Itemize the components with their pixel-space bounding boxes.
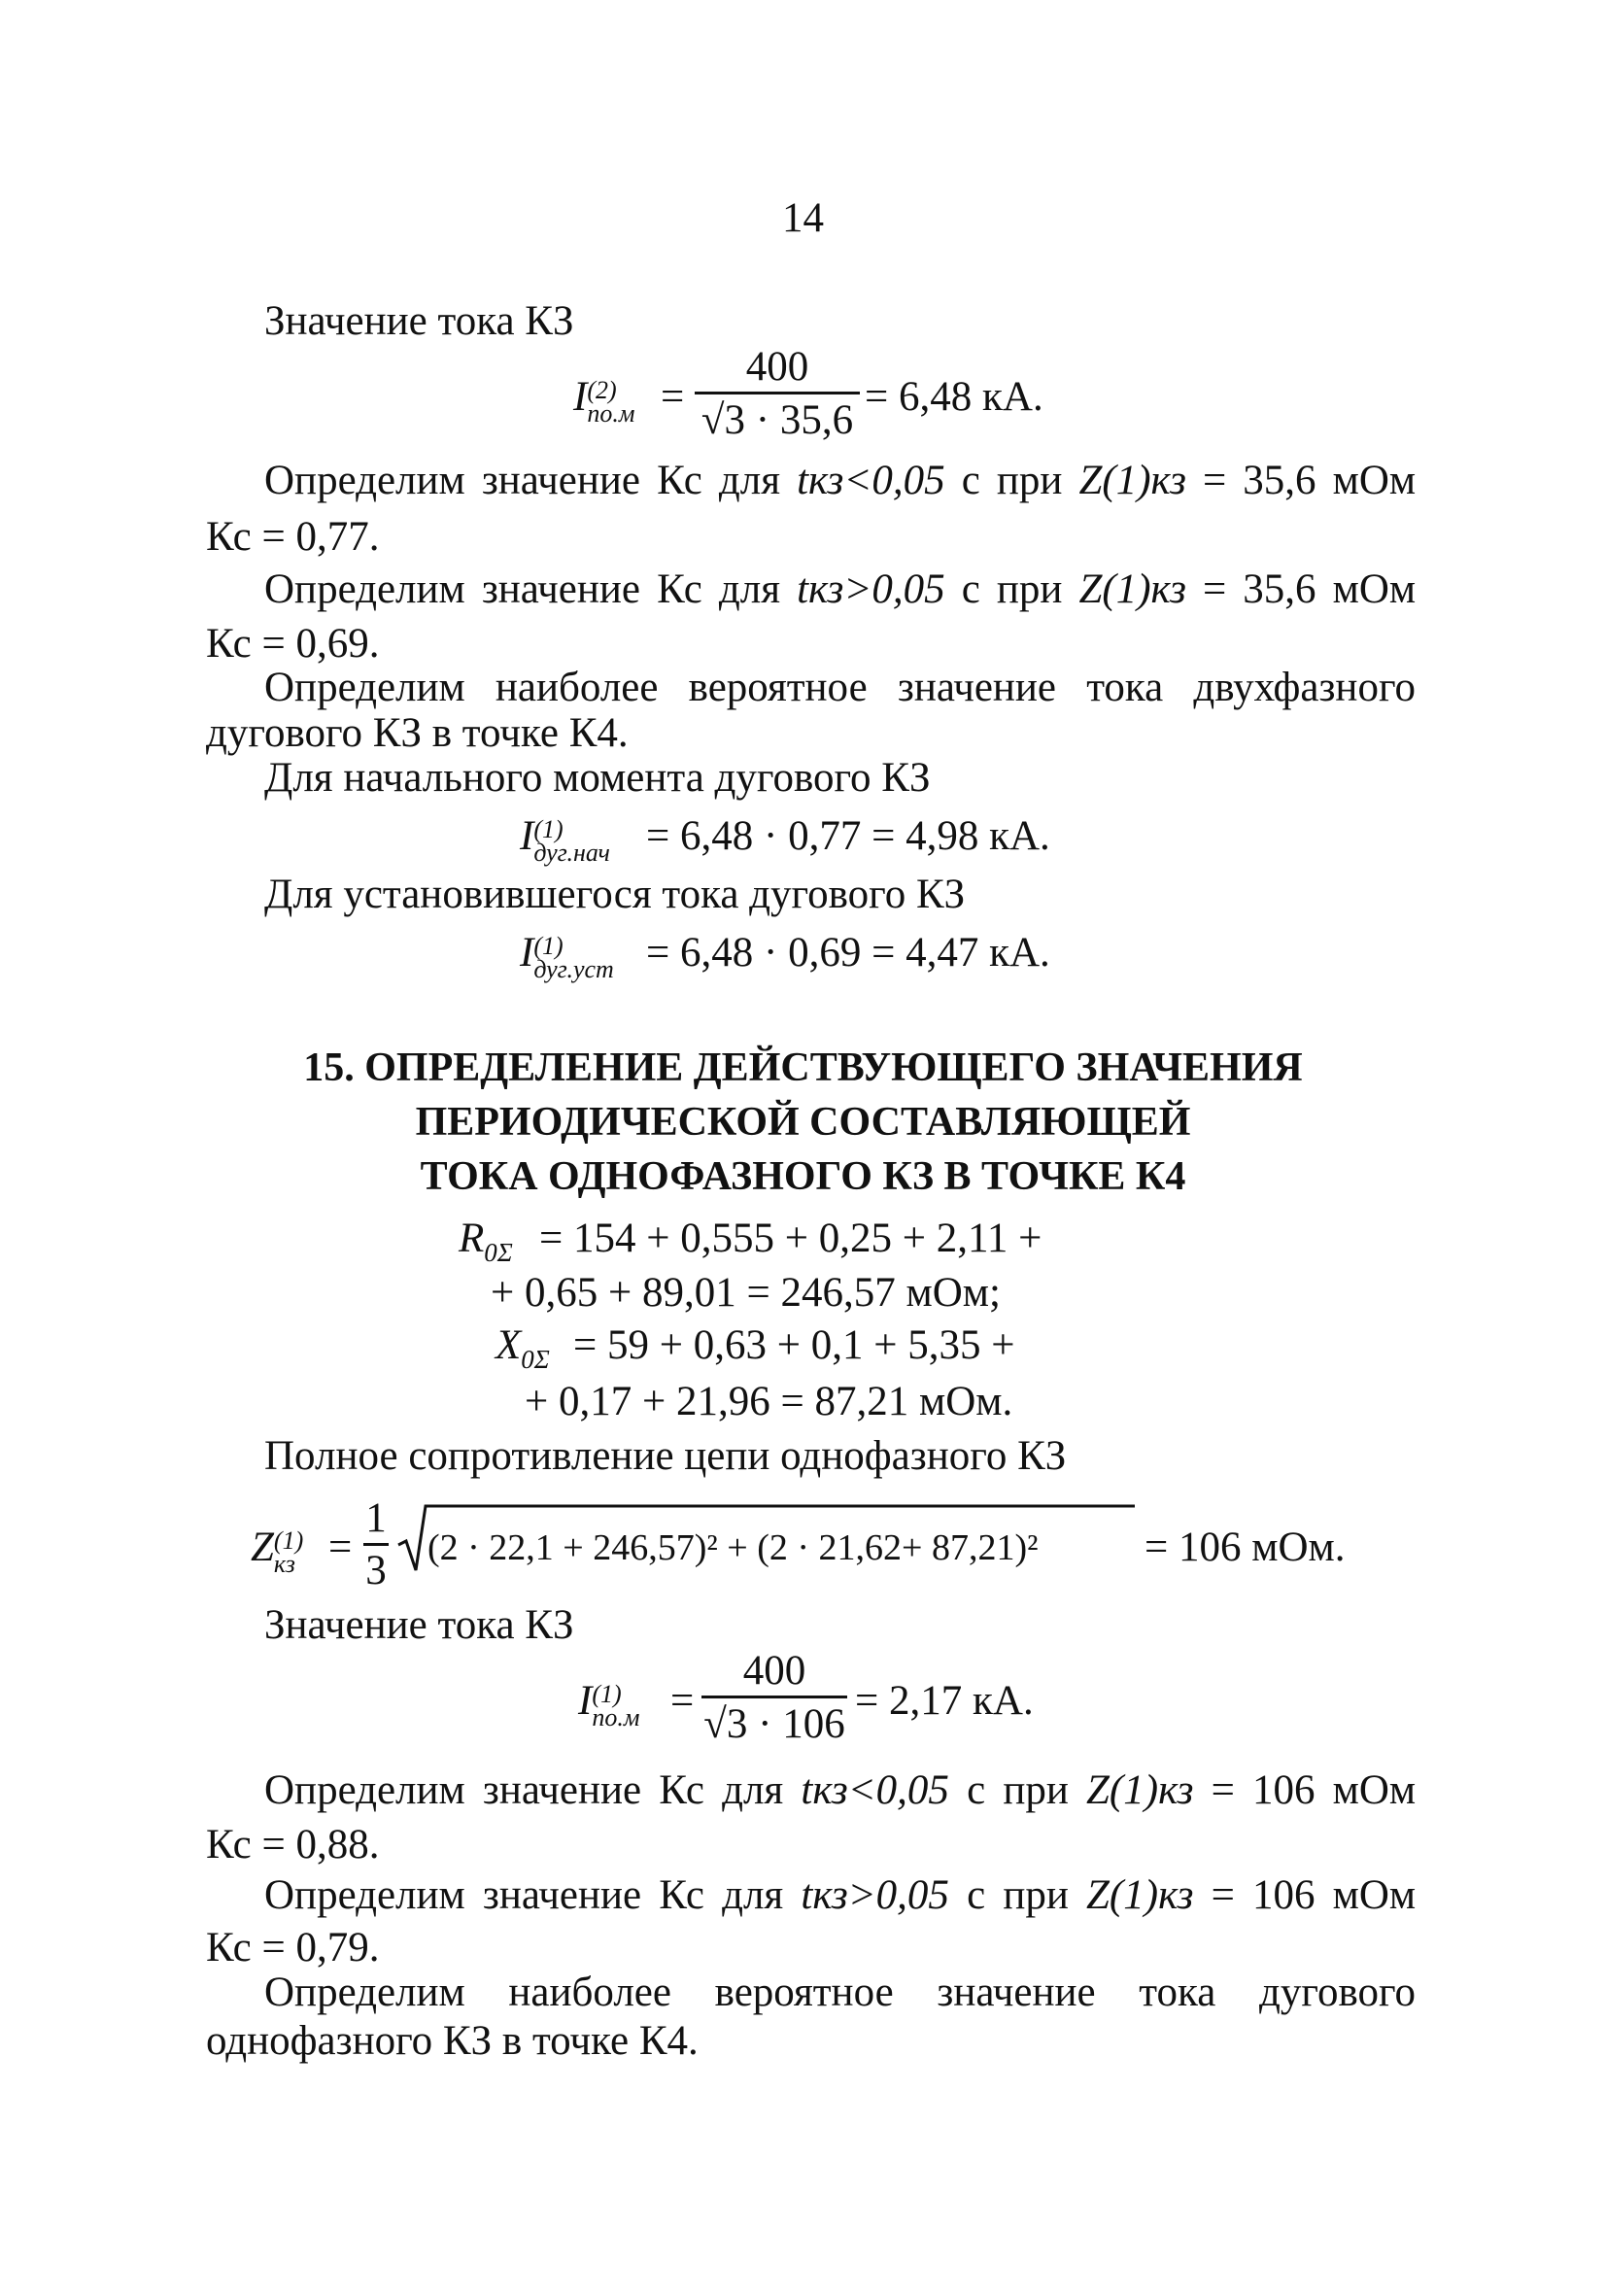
fraction-denominator: 3 — [365, 1548, 387, 1593]
formula-line: + 0,17 + 21,96 = 87,21 мОм. — [525, 1379, 1013, 1424]
formula-line: + 0,65 + 89,01 = 246,57 мОм; — [491, 1270, 1001, 1316]
text-line-justified: Определим значение Кс для tкз>0,05 с при Z(1)кз = 35,6 мОм — [264, 566, 1417, 612]
text-line: Кс = 0,79. — [206, 1925, 380, 1970]
text-line: Значение тока КЗ — [264, 1602, 574, 1648]
fraction-numerator: 1 — [365, 1495, 387, 1541]
text-line-justified: Определим наиболее вероятное значение тока двухфазного — [264, 665, 1417, 710]
section-heading-line: 15. ОПРЕДЕЛЕНИЕ ДЕЙСТВУЮЩЕГО ЗНАЧЕНИЯ — [303, 1045, 1303, 1090]
formula-lhs: Z (1) кз — [251, 1525, 304, 1578]
formula-lhs: I (1) дуг.уст — [520, 930, 614, 983]
fraction-bar — [363, 1543, 389, 1546]
text-line-justified: Определим значение Кс для tкз<0,05 с при Z(1)кз = 106 мОм — [264, 1767, 1417, 1813]
fraction-bar — [695, 392, 860, 394]
equals-sign: = — [328, 1525, 353, 1570]
formula-rhs: = 106 мОм. — [1145, 1525, 1346, 1570]
formula-line: = 154 + 0,555 + 0,25 + 2,11 + — [539, 1216, 1042, 1261]
fraction-denominator: √3 · 106 — [703, 1701, 845, 1747]
formula-lhs: I (2) по.м — [573, 374, 635, 428]
text-line-justified: Определим значение Кс для tкз>0,05 с при Z(1)кз = 106 мОм — [264, 1872, 1417, 1918]
equals-sign: = — [670, 1678, 695, 1724]
formula-lhs: $X_{0\Sigma}$ — [495, 1322, 550, 1374]
formula-lhs: $R_{0\Sigma}$ — [459, 1216, 513, 1267]
fraction-numerator: 400 — [745, 344, 809, 390]
fraction-denominator: √3 · 35,6 — [700, 397, 854, 443]
fraction-numerator: 400 — [742, 1648, 806, 1694]
formula-lhs: I (1) дуг.нач — [520, 813, 610, 867]
text-line: Кс = 0,77. — [206, 514, 380, 560]
text-line: Для начального момента дугового КЗ — [264, 755, 931, 801]
page-number: 14 — [782, 195, 824, 241]
formula-rhs: = 2,17 кА. — [855, 1678, 1034, 1724]
text-line: Кс = 0,88. — [206, 1822, 380, 1868]
text-line: Значение тока КЗ — [264, 298, 574, 344]
formula-line: = 59 + 0,63 + 0,1 + 5,35 + — [573, 1322, 1015, 1368]
formula-lhs: I (1) по.м — [578, 1678, 640, 1731]
text-line: однофазного КЗ в точке К4. — [206, 2018, 699, 2064]
formula-rhs: = 6,48 кА. — [865, 374, 1043, 420]
section-heading-line: ПЕРИОДИЧЕСКОЙ СОСТАВЛЯЮЩЕЙ — [415, 1100, 1191, 1145]
text-line: Полное сопротивление цепи однофазного КЗ — [264, 1433, 1067, 1479]
formula-rhs: = 6,48 · 0,69 = 4,47 кА. — [646, 930, 1050, 976]
text-line-justified: Определим значение Кс для tкз<0,05 с при Z(1)кз = 35,6 мОм — [264, 458, 1417, 503]
text-line: Кс = 0,69. — [206, 621, 380, 667]
section-heading-line: ТОКА ОДНОФАЗНОГО КЗ В ТОЧКЕ К4 — [420, 1154, 1186, 1199]
text-line: дугового КЗ в точке К4. — [206, 710, 629, 756]
text-line: Для установившегося тока дугового КЗ — [264, 872, 966, 917]
text-line-justified: Определим наиболее вероятное значение тока дугового — [264, 1970, 1417, 2015]
formula-rhs: = 6,48 · 0,77 = 4,98 кА. — [646, 813, 1050, 859]
fraction-bar — [701, 1696, 847, 1698]
equals-sign: = — [661, 374, 685, 420]
formula-radicand: (2 · 22,1 + 246,57)² + (2 · 21,62+ 87,21)² — [427, 1527, 1039, 1568]
